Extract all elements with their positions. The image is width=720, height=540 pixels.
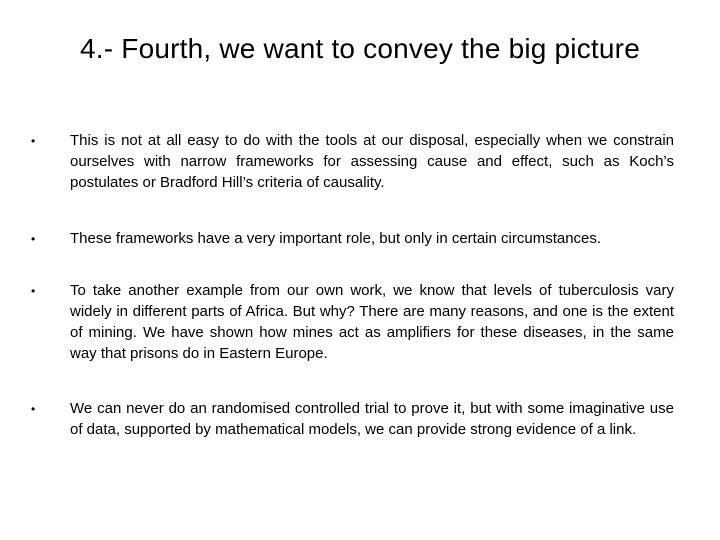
list-item xyxy=(31,398,674,468)
bullet-icon: • xyxy=(31,134,36,148)
bullet-list xyxy=(31,130,674,468)
list-item xyxy=(31,228,674,280)
list-item xyxy=(31,280,674,398)
page-title: 4.- Fourth, we want to convey the big picture xyxy=(80,33,640,64)
bullet-text: We can never do an randomised controlled trial to prove it, but with some imaginative use of data, supported by mathematical models, we can provide strong evidence of a link. xyxy=(70,400,674,438)
bullet-icon: • xyxy=(31,402,36,416)
bullet-text: To take another example from our own work, we know that levels of tuberculosis vary widely in different parts of Africa. But why? There are many reasons, and one is the extent of mining. We have shown how mines act as amplifiers for these diseases, in the same way that prisons do in Eastern Europe. xyxy=(70,282,674,362)
bullet-text: These frameworks have a very important role, but only in certain circumstances. xyxy=(70,230,602,247)
bullet-icon: • xyxy=(31,232,36,246)
bullet-text: This is not at all easy to do with the tools at our disposal, especially when we constrain ourselves with narrow frameworks for assessing cause and effect, such as Koch’s postulates or Bradford Hill’s criteria of causality. xyxy=(70,132,674,191)
bullet-icon: • xyxy=(31,284,36,298)
list-item xyxy=(31,130,674,228)
